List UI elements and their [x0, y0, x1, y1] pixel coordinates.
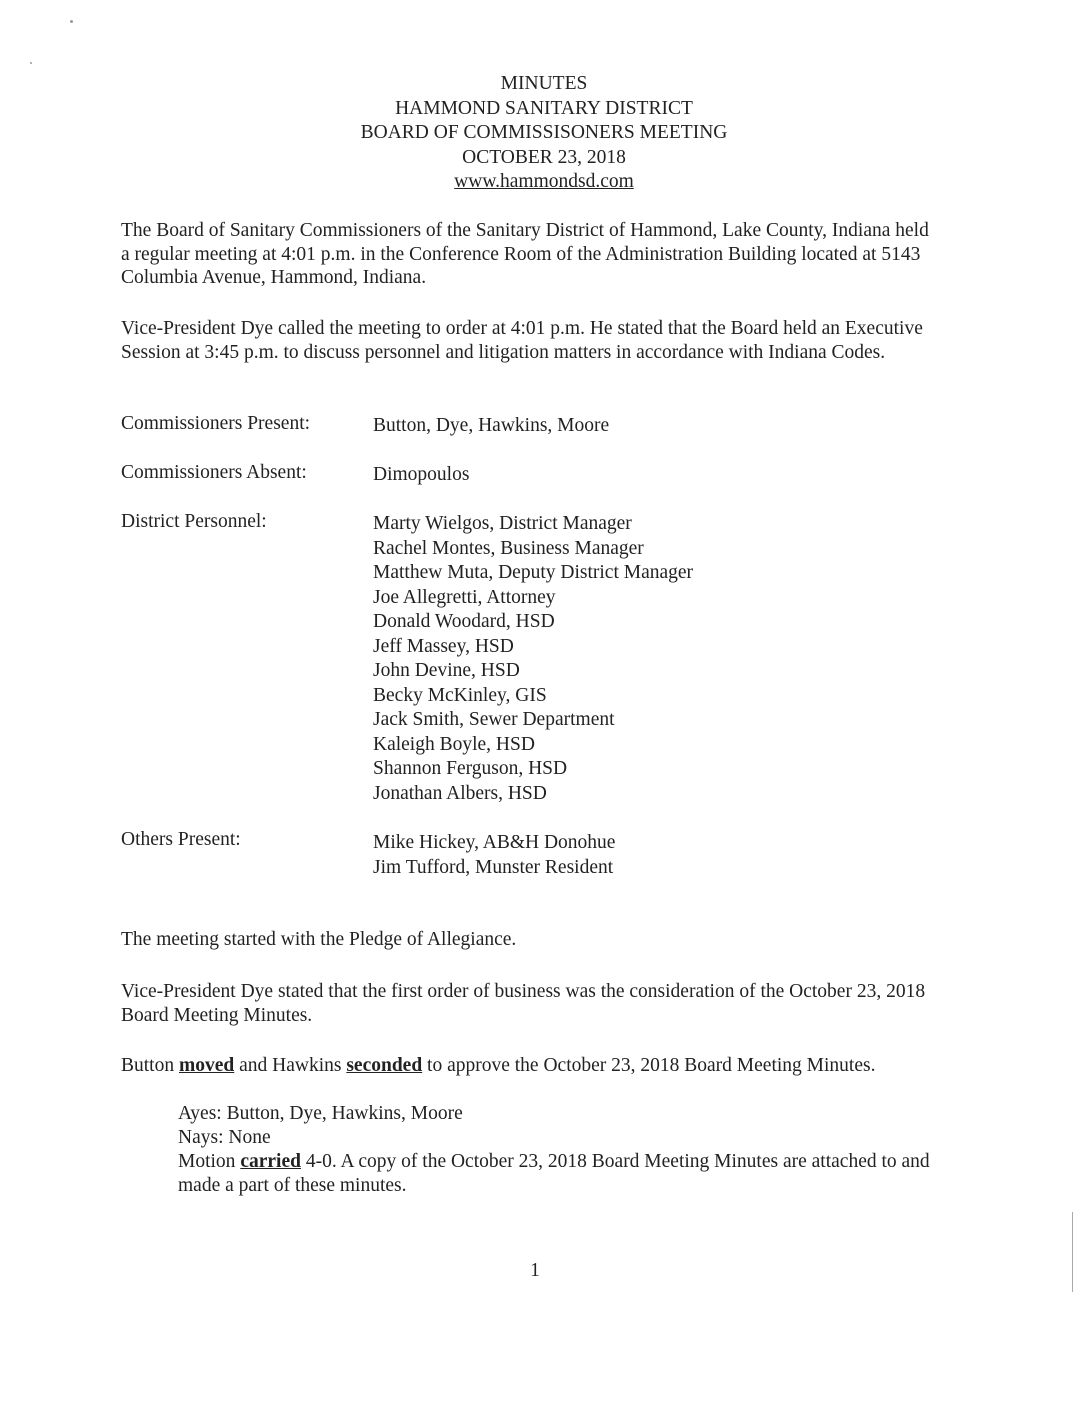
district-personnel-list [373, 512, 693, 806]
commissioners-present-value [373, 414, 609, 439]
personnel-entry: Kaleigh Boyle, HSD [373, 733, 535, 755]
vote-result [178, 1150, 938, 1198]
others-present-label: Others Present: [121, 829, 241, 850]
motion-label: Motion [178, 1151, 236, 1172]
scan-speck [70, 20, 73, 23]
header-date: OCTOBER 23, 2018 [462, 146, 626, 168]
others-entry: Mike Hickey, AB&H Donohue [373, 832, 616, 853]
vote-result-text: 4-0. A copy of the October 23, 2018 Board Meeting Minutes are attached to and made a part of these minutes. [178, 1151, 930, 1196]
website-link[interactable]: www.hammondsd.com [454, 171, 634, 192]
header-organization: HAMMOND SANITARY DISTRICT [395, 97, 693, 119]
commissioners-absent-value [373, 463, 469, 488]
others-entry: Jim Tufford, Munster Resident [373, 856, 614, 878]
scan-speck [30, 62, 32, 64]
page-number: 1 [530, 1260, 540, 1281]
scan-edge-mark [1072, 1212, 1073, 1292]
call-to-order-paragraph: Vice-President Dye called the meeting to order at 4:01 p.m. He stated that the Board held an Executive Session at 3:45 p.m. to discuss personnel and litigation matters in accordance with Indiana Codes. [121, 318, 923, 363]
personnel-entry: Jonathan Albers, HSD [373, 782, 547, 804]
moved-keyword: moved [178, 1055, 235, 1076]
motion-text: to approve the October 23, 2018 Board Meeting Minutes. [427, 1055, 876, 1076]
vote-record [178, 1102, 938, 1198]
personnel-entry: Jack Smith, Sewer Department [373, 709, 615, 730]
personnel-entry: Rachel Montes, Business Manager [373, 537, 644, 559]
header-title: MINUTES [500, 73, 588, 94]
vote-ayes: Ayes: Button, Dye, Hawkins, Moore [178, 1103, 463, 1124]
motion-mover: Button [121, 1055, 175, 1076]
commissioners-absent-label: Commissioners Absent: [121, 462, 307, 483]
personnel-entry: Donald Woodard, HSD [373, 611, 555, 632]
personnel-entry: Joe Allegretti, Attorney [373, 586, 556, 608]
motion-paragraph [121, 1054, 971, 1078]
personnel-entry: Becky McKinley, GIS [373, 684, 547, 706]
district-personnel-label: District Personnel: [121, 511, 267, 532]
personnel-entry: Marty Wielgos, District Manager [373, 513, 632, 534]
personnel-entry: Shannon Ferguson, HSD [373, 758, 568, 779]
header-meeting-name: BOARD OF COMMISSISONERS MEETING [360, 122, 728, 143]
seconded-keyword: seconded [346, 1055, 423, 1076]
commissioners-present-label: Commissioners Present: [121, 413, 311, 434]
commissioners-present-names: Button, Dye, Hawkins, Moore [373, 415, 610, 436]
carried-keyword: carried [240, 1151, 301, 1172]
document-header [0, 72, 1088, 195]
others-present-list [373, 831, 615, 880]
first-order-paragraph: Vice-President Dye stated that the first order of business was the consideration of the October 23, 2018 Board Meeting Minutes. [121, 981, 926, 1026]
vote-nays: Nays: None [178, 1127, 271, 1148]
personnel-entry: Jeff Massey, HSD [373, 635, 514, 657]
personnel-entry: John Devine, HSD [373, 660, 520, 681]
personnel-entry: Matthew Muta, Deputy District Manager [373, 562, 694, 583]
motion-seconder: and Hawkins [239, 1055, 342, 1076]
commissioners-absent-names: Dimopoulos [373, 464, 470, 485]
intro-paragraph: The Board of Sanitary Commissioners of the Sanitary District of Hammond, Lake County, Indiana held a regular meeting at 4:01 p.m. in the Conference Room of the Administration Building located at 5143 Columbia Avenue, Hammond, Indiana. [121, 220, 929, 288]
pledge-paragraph: The meeting started with the Pledge of Allegiance. [121, 929, 517, 950]
